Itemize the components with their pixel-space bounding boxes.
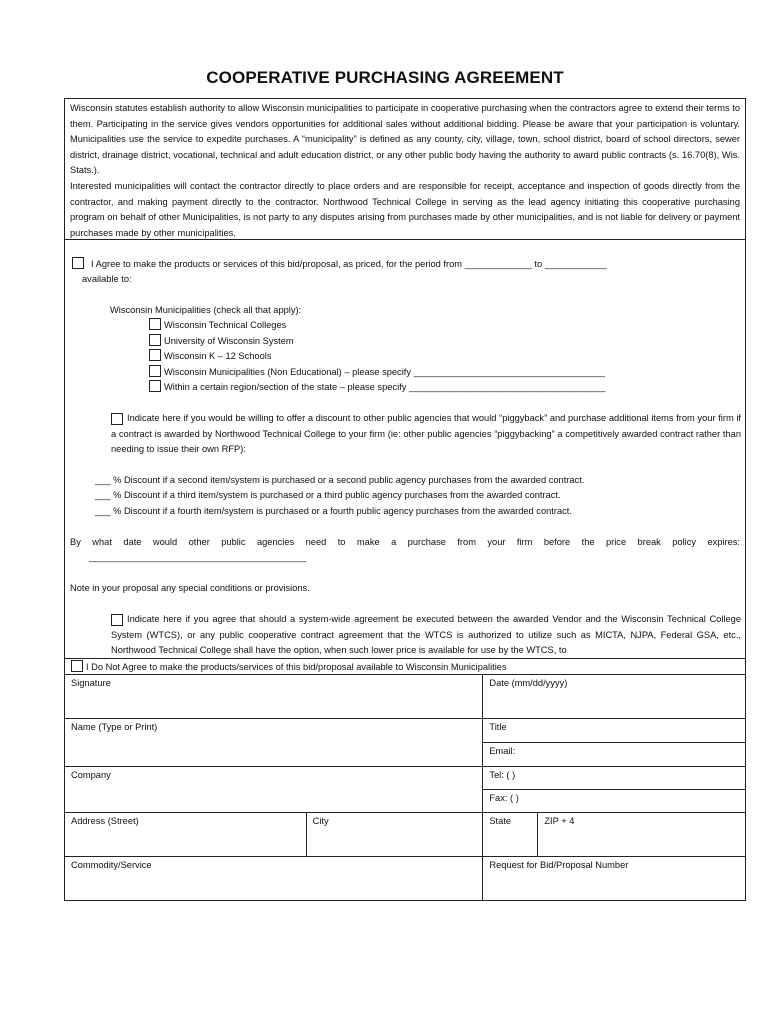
technical-colleges-checkbox[interactable]	[149, 318, 161, 330]
company-field[interactable]: Company	[65, 767, 483, 813]
city-field[interactable]: City	[306, 813, 483, 857]
email-field[interactable]: Email:	[483, 743, 746, 767]
address-field[interactable]: Address (Street)	[65, 813, 307, 857]
discount-third: ___ % Discount if a third item/system is purchased or a third public agency purchases from the awarded contract.	[95, 490, 561, 500]
option-uw-system: University of Wisconsin System	[149, 334, 294, 349]
systemwide-option	[111, 612, 741, 658]
uw-system-checkbox[interactable]	[149, 334, 161, 346]
disagree-label: I Do Not Agree to make the products/services of this bid/proposal available to Wisconsin Municipalities	[86, 662, 507, 672]
intro-box	[64, 98, 746, 240]
state-field[interactable]: State	[483, 813, 538, 857]
zip-field[interactable]: ZIP + 4	[538, 813, 746, 857]
piggyback-checkbox[interactable]	[111, 413, 123, 425]
piggyback-text: Indicate here if you would be willing to offer a discount to other public agencies that would “piggyback” and purchase additional items from your firm if a contract is awarded by Northwood Technical College to your firm (ie: other public agencies “piggybacking” a competitively awarded contract rather than needing to issue their own RFP):	[111, 413, 741, 455]
disagree-checkbox[interactable]	[71, 660, 83, 672]
region-checkbox[interactable]	[149, 380, 161, 392]
name-field[interactable]: Name (Type or Print)	[65, 719, 483, 767]
rfp-number-field[interactable]: Request for Bid/Proposal Number	[483, 857, 746, 901]
agreement-section	[64, 240, 746, 658]
systemwide-checkbox[interactable]	[111, 614, 123, 626]
discount-fourth: ___ % Discount if a fourth item/system is purchased or a fourth public agency purchases from the awarded contract.	[95, 506, 572, 516]
k12-schools-checkbox[interactable]	[149, 349, 161, 361]
piggyback-option	[111, 411, 741, 458]
commodity-field[interactable]: Commodity/Service	[65, 857, 483, 901]
agree-label: I Agree to make the products or services of this bid/proposal, as priced, for the period from _____________ to ____________	[91, 259, 607, 269]
expire-question: By what date would other public agencies need to make a purchase from your firm before the price break policy expires:	[70, 537, 740, 547]
agree-checkbox[interactable]	[72, 257, 84, 269]
date-field[interactable]: Date (mm/dd/yyyy)	[483, 675, 746, 719]
signature-field[interactable]: Signature	[65, 675, 483, 719]
non-educational-checkbox[interactable]	[149, 365, 161, 377]
intro-paragraph-1: Wisconsin statutes establish authority to allow Wisconsin municipalities to participate in cooperative purchasing when the contractors agree to extend their terms to them. Participating in the service gives vendors opportunities for additional sales without additional bidding. Please be aware that your participation is voluntary. Municipalities use the service to expedite purchases. A “municipality” is defined as any county, city, village, town, school district, board of school directors, sewer district, drainage district, vocational, technical and adult education district, or any other public body having the authority to award public contracts (s. 16.70(8), Wis. Stats.).	[70, 103, 740, 176]
option-technical-colleges: Wisconsin Technical Colleges	[149, 318, 286, 333]
intro-paragraph-2: Interested municipalities will contact the contractor directly to place orders and are responsible for receipt, acceptance and inspection of goods directly from the contractor, and making payment directly to the contractor. Northwood Technical College in serving as the lead agency initiating this cooperative purchasing program on behalf of other Municipalities, is not party to any disputes arising from purchases made by other municipalities, and is not liable for delivery or payment purchases made by other municipalities.	[70, 180, 740, 238]
option-k12-schools: Wisconsin K – 12 Schools	[149, 349, 271, 364]
page-title: COOPERATIVE PURCHASING AGREEMENT	[206, 68, 564, 87]
signature-table	[64, 658, 746, 901]
title-field[interactable]: Title	[483, 719, 746, 743]
fax-field[interactable]: Fax: ( )	[483, 790, 746, 813]
option-non-educational: Wisconsin Municipalities (Non Educational) – please specify _____________________________________	[149, 365, 605, 380]
option-region: Within a certain region/section of the state – please specify ______________________________________	[149, 380, 605, 395]
agree-option	[72, 257, 607, 272]
disagree-option	[65, 659, 746, 675]
discount-second: ___ % Discount if a second item/system is purchased or a second public agency purchases from the awarded contract.	[95, 475, 585, 485]
agree-label-continued: available to:	[82, 274, 132, 284]
expire-date-field[interactable]: __________________________________________	[89, 552, 307, 562]
systemwide-text: Indicate here if you agree that should a system-wide agreement be executed between the awarded Vendor and the Wisconsin Technical College System (WTCS), or any public cooperative contract agreement that the WTCS is authorized to utilize such as MICTA, NJPA, Federal GSA, etc., Northwood Technical College shall have the option, when such lower price is available for use by the WTCS, to	[111, 614, 741, 656]
tel-field[interactable]: Tel: ( )	[483, 767, 746, 790]
note-text: Note in your proposal any special conditions or provisions.	[70, 583, 310, 593]
municipalities-heading: Wisconsin Municipalities (check all that apply):	[110, 305, 302, 315]
